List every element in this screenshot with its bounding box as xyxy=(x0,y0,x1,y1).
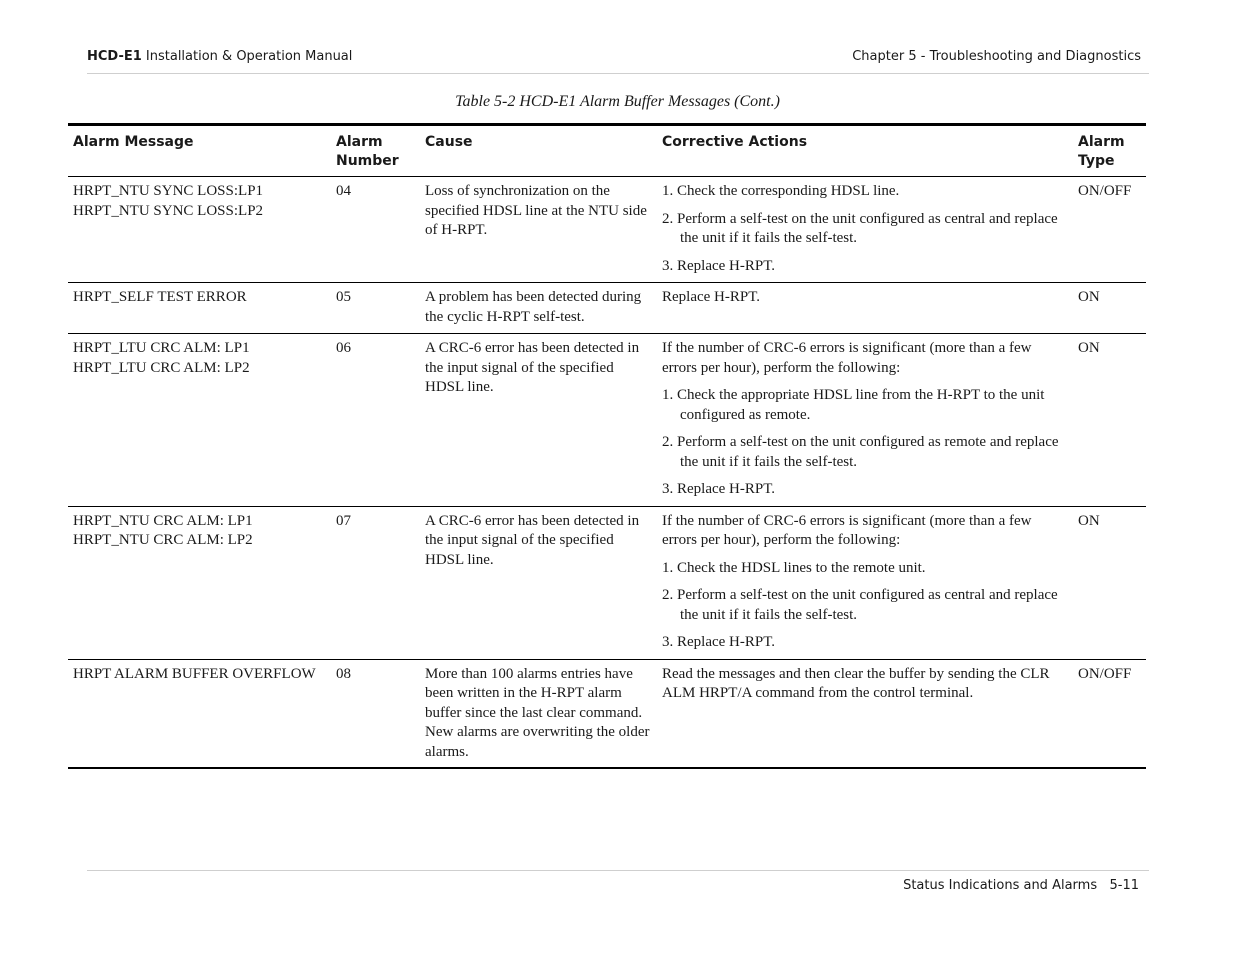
page-header xyxy=(87,49,1149,74)
corrective-action: 3. Replace H-RPT. xyxy=(662,481,776,497)
corrective-action: 3. Replace H-RPT. xyxy=(662,257,776,274)
column-header-cause: Cause xyxy=(420,125,657,177)
alarm-message-cell xyxy=(68,283,331,334)
corrective-actions-cell xyxy=(657,177,1073,283)
table-row xyxy=(68,177,1146,283)
alarm-cause: A CRC-6 error has been detected in the input signal of the specified HDSL line. xyxy=(420,506,657,659)
alarm-message-cell xyxy=(68,659,331,768)
alarm-type: ON/OFF xyxy=(1078,665,1132,682)
header-line: Number xyxy=(336,153,399,169)
alarm-type: ON xyxy=(1073,334,1146,507)
alarm-message: HRPT_SELF TEST ERROR xyxy=(73,289,247,305)
alarm-message: HRPT_LTU CRC ALM: LP2 xyxy=(73,359,250,376)
alarm-type: ON xyxy=(1073,283,1146,334)
corrective-actions-cell xyxy=(657,283,1073,334)
alarm-number: 08 xyxy=(336,665,351,682)
corrective-action: If the number of CRC-6 errors is significant (more than a few errors per hour), perform the following: xyxy=(662,512,1032,548)
alarm-message-cell xyxy=(68,506,331,659)
chapter-title: Chapter 5 - Troubleshooting and Diagnostics xyxy=(852,49,1141,64)
corrective-actions-cell xyxy=(657,334,1073,507)
corrective-action: 2. Perform a self-test on the unit configured as central and replace the unit if it fails the self-test. xyxy=(662,210,1058,246)
header-line: Type xyxy=(1078,153,1115,169)
alarm-buffer-table xyxy=(68,123,1146,769)
corrective-actions-cell xyxy=(657,506,1073,659)
page-footer xyxy=(87,870,1149,893)
alarm-type: ON xyxy=(1073,506,1146,659)
alarm-cause: A problem has been detected during the cyclic H-RPT self-test. xyxy=(420,283,657,334)
alarm-message: HRPT_NTU SYNC LOSS:LP1 xyxy=(73,183,264,199)
corrective-action: Replace H-RPT. xyxy=(662,289,761,305)
table-header-row xyxy=(68,125,1146,177)
alarm-message: HRPT ALARM BUFFER OVERFLOW xyxy=(73,665,316,682)
table-row xyxy=(68,506,1146,659)
header-line: Alarm xyxy=(336,134,383,150)
table-body xyxy=(68,177,1146,769)
corrective-action: If the number of CRC-6 errors is significant (more than a few errors per hour), perform the following: xyxy=(662,340,1032,376)
manual-title xyxy=(87,49,352,64)
alarm-number: 06 xyxy=(331,334,420,507)
column-header-corrective-actions: Corrective Actions xyxy=(657,125,1073,177)
alarm-message: HRPT_NTU CRC ALM: LP2 xyxy=(73,532,253,548)
corrective-action: 1. Check the appropriate HDSL line from the H-RPT to the unit configured as remote. xyxy=(662,387,1045,423)
corrective-action: 2. Perform a self-test on the unit configured as remote and replace the unit if it fails the self-test. xyxy=(662,434,1059,470)
column-header-alarm-number xyxy=(331,125,420,177)
table-row xyxy=(68,659,1146,768)
alarm-cause: Loss of synchronization on the specified HDSL line at the NTU side of H-RPT. xyxy=(420,177,657,283)
table-row xyxy=(68,334,1146,507)
column-header-alarm-message: Alarm Message xyxy=(68,125,331,177)
alarm-message: HRPT_LTU CRC ALM: LP1 xyxy=(73,340,250,356)
header-line: Alarm xyxy=(1078,134,1125,150)
alarm-number: 07 xyxy=(331,506,420,659)
alarm-cause: More than 100 alarms entries have been written in the H-RPT alarm buffer since the last clear command. New alarms are overwriting the older alarms. xyxy=(425,665,650,760)
corrective-actions-cell xyxy=(657,659,1073,768)
alarm-message: HRPT_NTU SYNC LOSS:LP2 xyxy=(73,202,264,219)
alarm-message: HRPT_NTU CRC ALM: LP1 xyxy=(73,512,253,529)
table-row xyxy=(68,283,1146,334)
column-header-alarm-type xyxy=(1073,125,1146,177)
corrective-action: 1. Check the HDSL lines to the remote unit. xyxy=(662,559,926,576)
alarm-message-cell xyxy=(68,334,331,507)
product-name: HCD-E1 xyxy=(87,49,142,64)
footer-section-page: Status Indications and Alarms 5-11 xyxy=(903,878,1139,893)
alarm-number: 04 xyxy=(331,177,420,283)
alarm-number: 05 xyxy=(331,283,420,334)
corrective-action: 2. Perform a self-test on the unit configured as central and replace the unit if it fails the self-test. xyxy=(662,587,1058,623)
alarm-type: ON/OFF xyxy=(1073,177,1146,283)
alarm-message-cell xyxy=(68,177,331,283)
corrective-action: 1. Check the corresponding HDSL line. xyxy=(662,183,900,199)
table-caption: Table 5-2 HCD-E1 Alarm Buffer Messages (Cont.) xyxy=(455,93,780,110)
corrective-action: Read the messages and then clear the buffer by sending the CLR ALM HRPT/A command from the control terminal. xyxy=(662,665,1050,701)
manual-subtitle: Installation & Operation Manual xyxy=(141,49,353,64)
corrective-action: 3. Replace H-RPT. xyxy=(662,634,776,650)
alarm-cause: A CRC-6 error has been detected in the input signal of the specified HDSL line. xyxy=(420,334,657,507)
